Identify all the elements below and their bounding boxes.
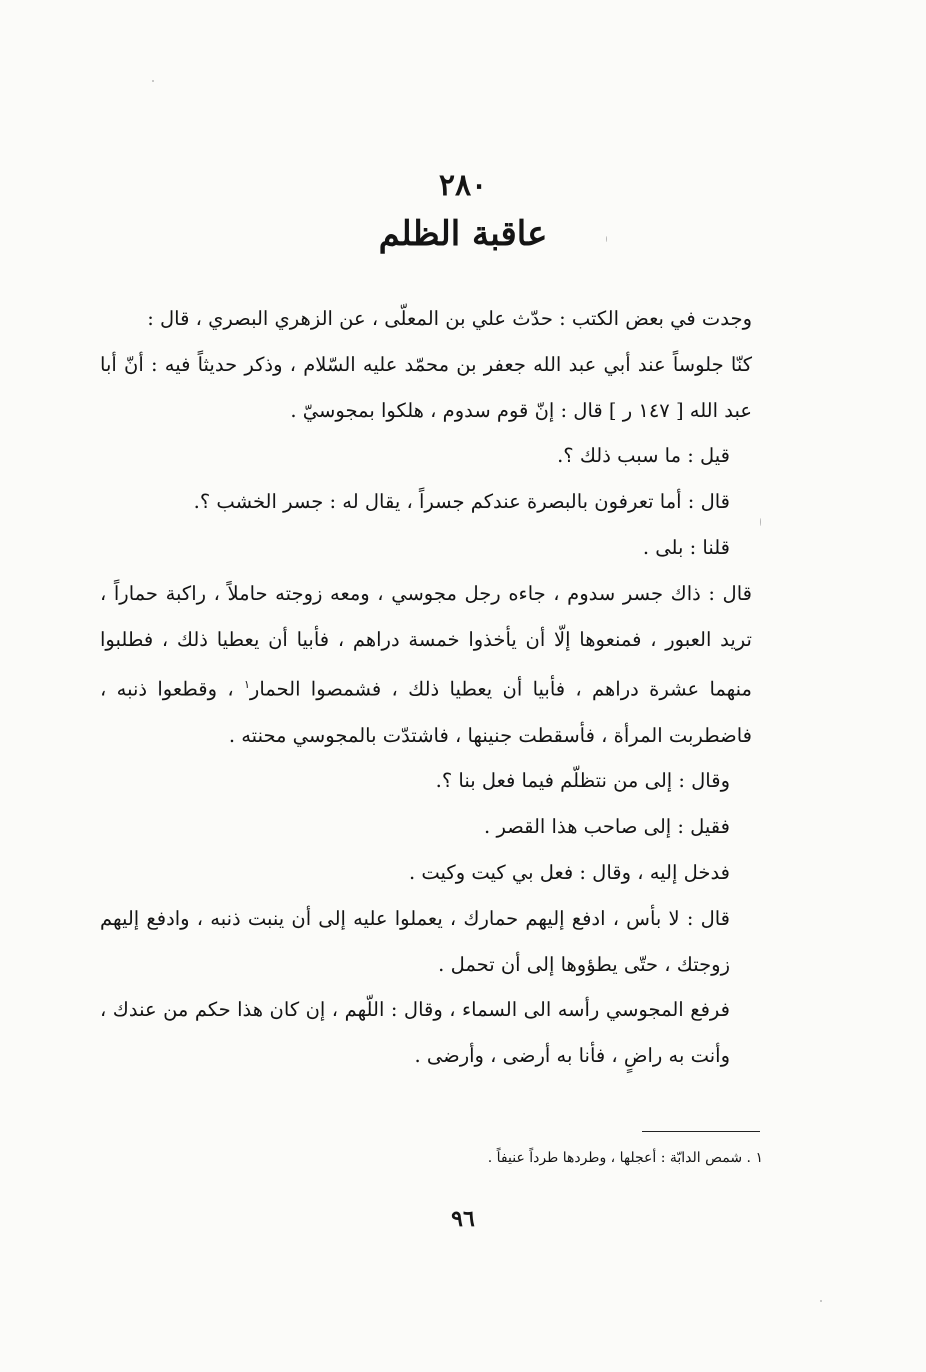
- footnote-number: ١: [755, 1150, 763, 1166]
- paragraph-story-text: قال : ذاك جسر سدوم ، جاءه رجل مجوسي ، ومعه زوجته حاملاً ، راكبة حماراً ، تريد العبور ، فمنعوها إلّا أن يأخذوا خمسة دراهم ، فأبيا أن يعطيا ذلك ، فطلبوا منهما عشرة دراهم ، فأبيا أن يعطيا ذلك ، فشمصوا الحمار: [100, 581, 752, 701]
- paper-speck: [760, 518, 761, 526]
- paragraph-direction: فقيل : إلى صاحب هذا القصر .: [484, 815, 730, 839]
- paragraph-question: قيل : ما سبب ذلك ؟.: [557, 444, 730, 468]
- story-number: ٢٨٠: [438, 168, 488, 203]
- paragraph-complaint: وقال : إلى من نتظلّم فيما فعل بنا ؟.: [435, 769, 730, 793]
- paragraph-reply-bridge: قال : أما تعرفون بالبصرة عندكم جسراً ، يقال له : جسر الخشب ؟.: [193, 490, 730, 514]
- paper-speck: [606, 236, 607, 242]
- paragraph-verdict: قال : لا بأس ، ادفع إليهم حمارك ، يعملوا عليه إلى أن ينبت ذنبه ، وادفع إليهم زوجتك ، حتّى يطؤوها إلى أن تحمل .: [100, 906, 730, 976]
- footnote: ١ . شمص الدابّة : أعجلها ، وطردها طرداً عنيفاً .: [487, 1150, 763, 1166]
- paragraph-prayer: فرفع المجوسي رأسه الى السماء ، وقال : اللّهم ، إن كان هذا حكم من عندك ، وأنت به راضٍ ، فأنا به أرضى ، وأرضى .: [100, 998, 730, 1068]
- paragraph-story: [100, 571, 780, 759]
- footnote-text: شمص الدابّة : أعجلها ، وطردها طرداً عنيفاً .: [487, 1150, 743, 1166]
- paper-speck: [152, 80, 154, 82]
- paragraph-entry: فدخل إليه ، وقال : فعل بي كيت وكيت .: [409, 861, 730, 885]
- story-title: عاقبة الظلم: [378, 214, 548, 254]
- paragraph-intro: وجدت في بعض الكتب : حدّث علي بن المعلّى ، عن الزهري البصري ، قال :: [147, 307, 752, 330]
- story-body: [100, 296, 780, 1079]
- footnote-reference: ١: [243, 678, 250, 692]
- paper-speck: [820, 1300, 822, 1302]
- paragraph-narration: كنّا جلوساً عند أبي عبد الله جعفر بن محمّد عليه السّلام ، وذكر حديثاً فيه : أنّ أبا عبد الله [ ١٤٧ ر ] قال : إنّ قوم سدوم ، هلكوا بمجوسيّ .: [100, 352, 752, 422]
- footnote-divider: [642, 1131, 760, 1132]
- paragraph-answer: قلنا : بلى .: [642, 535, 730, 559]
- paragraph-story-continued: ، وقطعوا ذنبه ، فاضطربت المرأة ، فأسقطت جنينها ، فاشتدّت بالمجوسي محنته .: [100, 677, 752, 747]
- page-number: ٩٦: [451, 1206, 475, 1232]
